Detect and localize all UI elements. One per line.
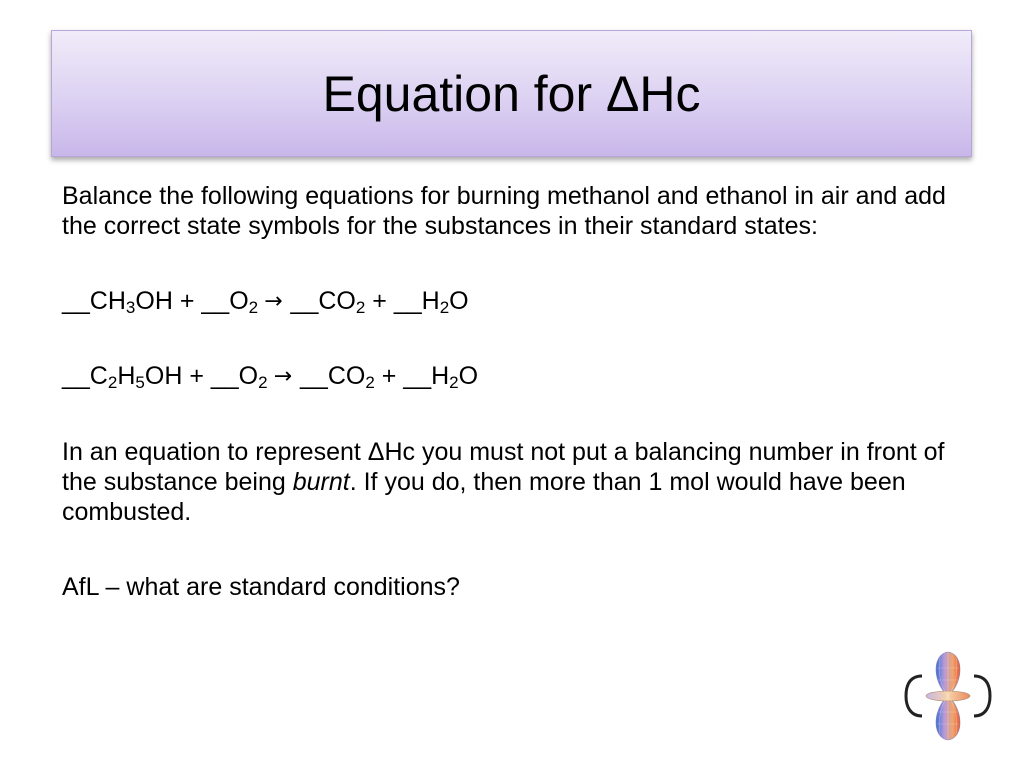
eq1-subscript: 3 bbox=[125, 298, 136, 317]
eq2-text: + __H bbox=[374, 362, 450, 390]
note-text bbox=[62, 437, 962, 527]
eq1-text: __CH bbox=[62, 287, 126, 315]
eq2-subscript: 2 bbox=[365, 373, 375, 392]
note-text-part: . If you do, then more than 1 mol would have been combusted. bbox=[62, 468, 906, 526]
eq1-text: OH + __O bbox=[135, 287, 249, 315]
eq1-text: __CO bbox=[290, 287, 356, 315]
eq2-text: __C bbox=[62, 362, 108, 390]
ethanol-equation bbox=[62, 361, 962, 392]
eq2-text: __CO bbox=[300, 362, 366, 390]
note-text-part: In an equation to represent ΔHc you must not put a balancing number in front of the substance being bbox=[62, 438, 945, 496]
title-box bbox=[51, 30, 972, 157]
eq2-text: OH + __O bbox=[144, 362, 259, 390]
eq1-subscript: 2 bbox=[439, 298, 450, 317]
methanol-equation bbox=[62, 286, 962, 317]
intro-text: Balance the following equations for burning methanol and ethanol in air and add the correct state symbols for the substances in their standard states: bbox=[62, 182, 946, 240]
eq1-subscript: 2 bbox=[355, 298, 366, 317]
eq2-text: H bbox=[117, 362, 136, 390]
slide-body bbox=[62, 181, 962, 602]
reaction-arrow-icon: → bbox=[273, 364, 293, 389]
note-emphasis: burnt bbox=[292, 468, 350, 496]
eq2-subscript: 2 bbox=[258, 373, 268, 392]
eq2-text: O bbox=[458, 362, 479, 390]
eq1-text: + __H bbox=[365, 287, 440, 315]
eq1-text: O bbox=[449, 287, 469, 315]
eq2-subscript: 2 bbox=[449, 373, 459, 392]
eq2-subscript: 5 bbox=[135, 373, 145, 392]
orbital-logo-icon bbox=[900, 648, 996, 744]
eq2-subscript: 2 bbox=[107, 373, 118, 392]
afl-question: AfL – what are standard conditions? bbox=[62, 573, 460, 601]
eq1-subscript: 2 bbox=[248, 298, 259, 317]
slide-title: Equation for ΔHc bbox=[322, 65, 701, 122]
reaction-arrow-icon: → bbox=[264, 289, 283, 314]
